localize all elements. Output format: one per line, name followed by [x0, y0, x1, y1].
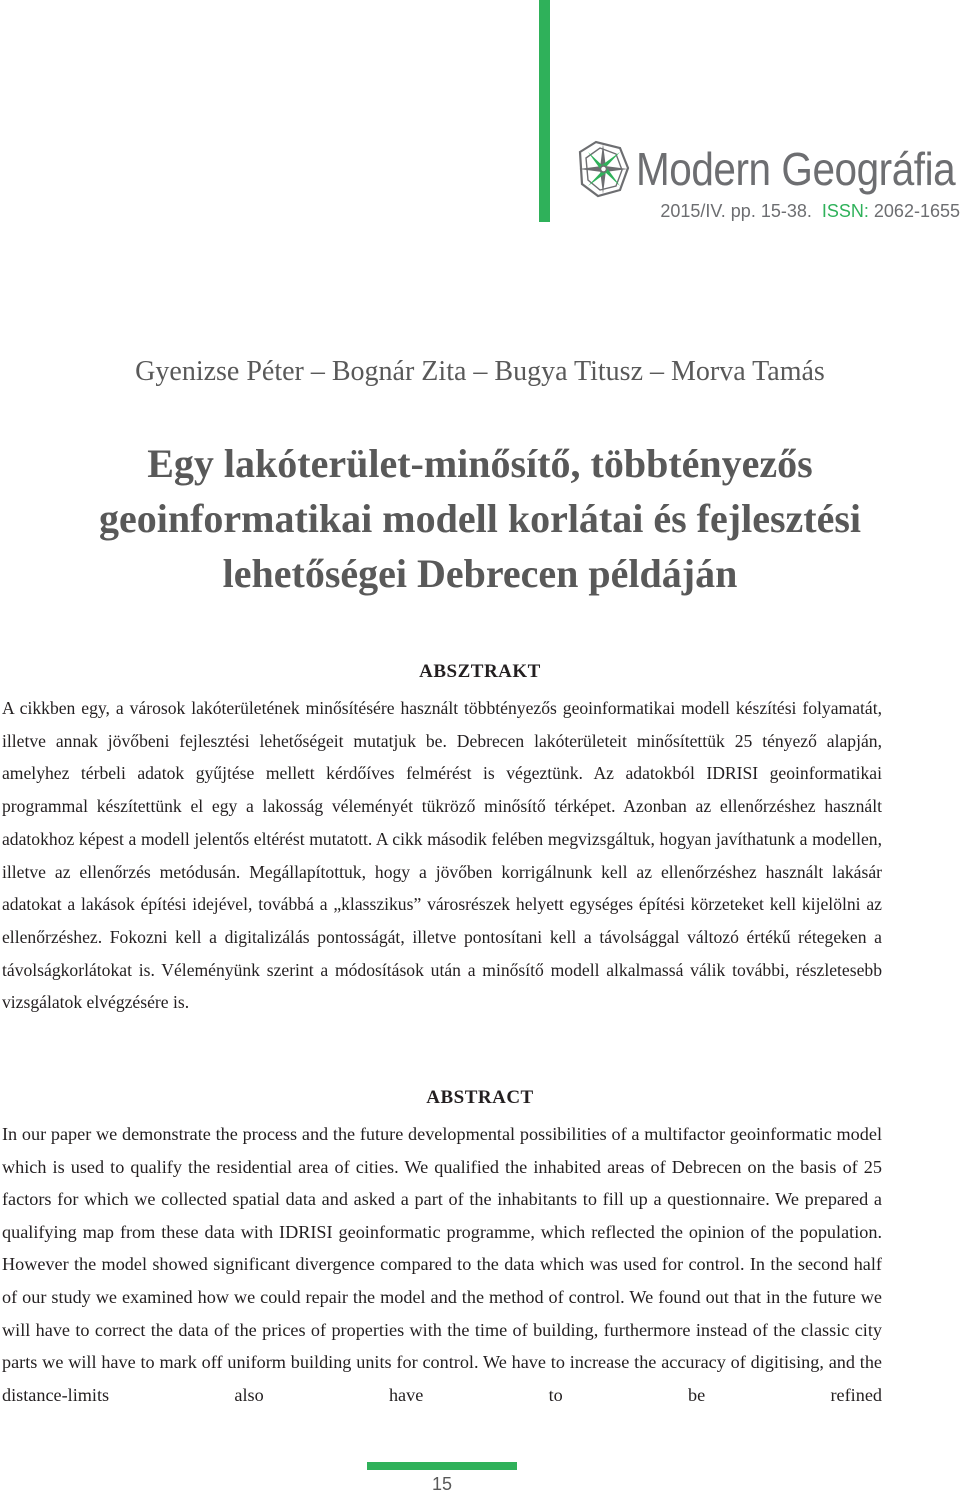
- page-number: 15: [431, 1474, 453, 1494]
- issn-value: 2062-1655: [873, 201, 960, 221]
- issue-info: [580, 201, 960, 222]
- journal-name: Modern Geográfia: [636, 143, 956, 195]
- issn-label: ISSN:: [821, 201, 869, 221]
- compass-rose-icon: [576, 138, 632, 200]
- header-accent-bar: [539, 0, 550, 222]
- footer-accent-bar: [367, 1462, 517, 1470]
- article-authors: Gyenizse Péter – Bognár Zita – Bugya Titusz – Morva Tamás: [135, 356, 825, 387]
- abstract-en-heading: ABSTRACT: [426, 1087, 534, 1108]
- issue-pages: 2015/IV. pp. 15-38.: [660, 201, 812, 221]
- abstract-en-text: In our paper we demonstrate the process and the future developmental possibilities of a multifactor geoinformatic model which is used to qualify the residential area of cities. We qualified the inhabited areas of Debrecen on the basis of 25 factors for which we collected spatial data and asked a part of the inhabitants to fill up a questionnaire. We prepared a qualifying map from these data with IDRISI geoinformatic programme, which reflected the opinion of the population. However the model showed significant divergence compared to the data which was used for control. In the second half of our study we examined how we could repair the model and the method of control. We found out that in the future we will have to correct the data of the prices of properties with the time of building, furthermore instead of the classic city parts we will have to mark off uniform building units for control. We have to increase the accuracy of digitising, and the distance-limits also have to be refined: [2, 1124, 882, 1405]
- journal-logo: [576, 138, 960, 200]
- abstract-hu-text: A cikkben egy, a városok lakóterületének minősítésére használt többtényezős geoinformatikai modell készítési folyamatát, illetve annak jövőbeni fejlesztési lehetőségeit mutatjuk be. Debrecen lakóterületeit minősítettük 25 tényező alapján, amelyhez térbeli adatok gyűjtése mellett kérdőíves felmérést is végeztünk. Az adatokból IDRISI geoinformatikai programmal készítettünk el egy a lakosság véleményét tükröző minősítő térképet. Azonban az ellenőrzéshez használt adatokhoz képest a modell jelentős eltérést mutatott. A cikk második felében megvizsgáltuk, hogyan javíthatunk a modellen, illetve az ellenőrzés metódusán. Megállapítottuk, hogy a jövőben korrigálnunk kell az ellenőrzéshez használt lakásár adatokat a lakások építési idejével, továbbá a „klasszikus” városrészek helyett egységes építési körzeteket kell kijelölni az ellenőrzéshez. Fokozni kell a digitalizálás pontosságát, illetve pontosítani kell a távolsággal változó értékű rétegeken a távolságkorlátokat is. Véleményünk szerint a módosítások után a minősítő modell alkalmassá válik további, részletesebb vizsgálatok elvégzésére is.: [2, 698, 882, 1013]
- abstract-hu-heading: ABSZTRAKT: [419, 661, 541, 682]
- article-title: Egy lakóterület-minősítő, többtényezős geoinformatikai modell korlátai és fejlesztési lehetőségei Debrecen példáján: [98, 441, 862, 596]
